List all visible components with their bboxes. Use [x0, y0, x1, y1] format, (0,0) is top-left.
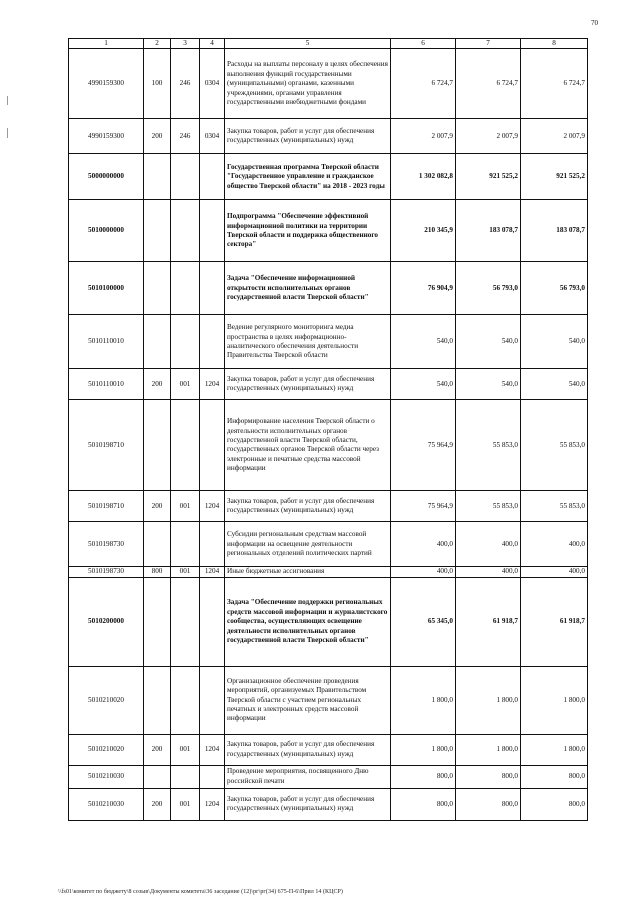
amount-year1-cell: 6 724,7	[391, 49, 456, 119]
amount-year3-cell: 55 853,0	[521, 400, 588, 491]
amount-year1-cell: 75 964,9	[391, 491, 456, 522]
amount-year1-cell: 75 964,9	[391, 400, 456, 491]
budget-table	[68, 38, 588, 821]
amount-year2-cell: 61 918,7	[456, 577, 521, 666]
expense-type-cell: 200	[144, 491, 171, 522]
header-cell: 8	[521, 39, 588, 49]
target-code-cell: 5010210020	[69, 734, 144, 765]
amount-year3-cell: 400,0	[521, 567, 588, 577]
expense-type-cell	[144, 262, 171, 315]
amount-year3-cell: 540,0	[521, 315, 588, 369]
page-number: 70	[591, 19, 598, 27]
target-code-cell: 4990159300	[69, 119, 144, 154]
amount-year2-cell: 56 793,0	[456, 262, 521, 315]
table-row	[69, 765, 588, 788]
section-code-cell	[200, 765, 225, 788]
item-name-cell: Ведение регулярного мониторинга медиа пространства в целях информационно-аналитического обеспечения деятельности Правительства Тверской области	[225, 315, 391, 369]
item-name-cell: Закупка товаров, работ и услуг для обеспечения государственных (муниципальных) нужд	[225, 369, 391, 400]
amount-year1-cell: 800,0	[391, 788, 456, 820]
table-row	[69, 315, 588, 369]
item-name-cell: Государственная программа Тверской области "Государственное управление и гражданское общество Тверской области" на 2018 - 2023 годы	[225, 154, 391, 200]
header-cell: 3	[171, 39, 200, 49]
section-code-cell	[200, 154, 225, 200]
admin-code-cell: 246	[171, 49, 200, 119]
header-row	[69, 39, 588, 49]
table-row	[69, 666, 588, 734]
target-code-cell: 4990159300	[69, 49, 144, 119]
expense-type-cell	[144, 765, 171, 788]
item-name-cell: Субсидии региональным средствам массовой информации на освещение деятельности региональных отделений политических партий	[225, 522, 391, 567]
amount-year3-cell: 55 853,0	[521, 491, 588, 522]
section-code-cell	[200, 577, 225, 666]
amount-year3-cell: 800,0	[521, 788, 588, 820]
amount-year2-cell: 6 724,7	[456, 49, 521, 119]
target-code-cell: 5010110010	[69, 369, 144, 400]
table-row	[69, 369, 588, 400]
expense-type-cell	[144, 400, 171, 491]
amount-year2-cell: 2 007,9	[456, 119, 521, 154]
admin-code-cell: 001	[171, 567, 200, 577]
item-name-cell: Информирование населения Тверской области о деятельности исполнительных органов государственной власти Тверской области, государственных органов Тверской области через электронные и печатные средства массовой информации	[225, 400, 391, 491]
amount-year1-cell: 540,0	[391, 315, 456, 369]
item-name-cell: Закупка товаров, работ и услуг для обеспечения государственных (муниципальных) нужд	[225, 788, 391, 820]
item-name-cell: Закупка товаров, работ и услуг для обеспечения государственных (муниципальных) нужд	[225, 734, 391, 765]
expense-type-cell: 200	[144, 788, 171, 820]
amount-year3-cell: 2 007,9	[521, 119, 588, 154]
amount-year3-cell: 183 078,7	[521, 200, 588, 262]
section-code-cell: 1204	[200, 567, 225, 577]
amount-year2-cell: 183 078,7	[456, 200, 521, 262]
section-code-cell	[200, 666, 225, 734]
admin-code-cell	[171, 577, 200, 666]
expense-type-cell	[144, 577, 171, 666]
amount-year1-cell: 65 345,0	[391, 577, 456, 666]
section-code-cell: 1204	[200, 788, 225, 820]
amount-year1-cell: 1 800,0	[391, 666, 456, 734]
item-name-cell: Проведение мероприятия, посвященного Дню российской печати	[225, 765, 391, 788]
target-code-cell: 5010198710	[69, 491, 144, 522]
item-name-cell: Задача "Обеспечение поддержки региональных средств массовой информации и журналистского сообщества, осуществляющих освещение деятельности исполнительных органов государственной власти Тверской области"	[225, 577, 391, 666]
amount-year2-cell: 1 800,0	[456, 734, 521, 765]
expense-type-cell: 200	[144, 734, 171, 765]
file-path-footer: \\fs01\комитет по бюджету\8 созыв\Документы комитета\36 заседание (12)\рг\рг(34) 675-П-6\Прил 14 (КЦСР)	[58, 889, 343, 895]
margin-mark	[7, 96, 8, 105]
table-row	[69, 788, 588, 820]
amount-year2-cell: 800,0	[456, 765, 521, 788]
table-row	[69, 734, 588, 765]
admin-code-cell	[171, 262, 200, 315]
target-code-cell: 5010110010	[69, 315, 144, 369]
section-code-cell	[200, 262, 225, 315]
header-cell: 5	[225, 39, 391, 49]
expense-type-cell	[144, 315, 171, 369]
admin-code-cell: 001	[171, 734, 200, 765]
target-code-cell: 5000000000	[69, 154, 144, 200]
expense-type-cell: 200	[144, 369, 171, 400]
item-name-cell: Закупка товаров, работ и услуг для обеспечения государственных (муниципальных) нужд	[225, 119, 391, 154]
table-row	[69, 491, 588, 522]
section-code-cell: 0304	[200, 49, 225, 119]
section-code-cell: 0304	[200, 119, 225, 154]
target-code-cell: 5010210030	[69, 765, 144, 788]
amount-year2-cell: 540,0	[456, 315, 521, 369]
target-code-cell: 5010210020	[69, 666, 144, 734]
section-code-cell: 1204	[200, 369, 225, 400]
admin-code-cell	[171, 522, 200, 567]
amount-year3-cell: 800,0	[521, 765, 588, 788]
item-name-cell: Расходы на выплаты персоналу в целях обеспечения выполнения функций государственными (муниципальными) органами, казенными учреждениями, органами управления государственными внебюджетными фондами	[225, 49, 391, 119]
target-code-cell: 5010000000	[69, 200, 144, 262]
section-code-cell	[200, 522, 225, 567]
table-row	[69, 400, 588, 491]
section-code-cell: 1204	[200, 491, 225, 522]
item-name-cell: Подпрограмма "Обеспечение эффективной информационной политики на территории Тверской области и поддержка общественного сектора"	[225, 200, 391, 262]
amount-year2-cell: 55 853,0	[456, 400, 521, 491]
amount-year2-cell: 540,0	[456, 369, 521, 400]
target-code-cell: 5010198710	[69, 400, 144, 491]
section-code-cell: 1204	[200, 734, 225, 765]
expense-type-cell: 200	[144, 119, 171, 154]
expense-type-cell: 100	[144, 49, 171, 119]
target-code-cell: 5010200000	[69, 577, 144, 666]
item-name-cell: Иные бюджетные ассигнования	[225, 567, 391, 577]
amount-year3-cell: 61 918,7	[521, 577, 588, 666]
table-row	[69, 200, 588, 262]
margin-mark	[7, 128, 8, 138]
amount-year2-cell: 400,0	[456, 567, 521, 577]
expense-type-cell	[144, 522, 171, 567]
item-name-cell: Организационное обеспечение проведения мероприятий, организуемых Правительством Тверской области с участием региональных печатных и электронных средств массовой информации	[225, 666, 391, 734]
amount-year1-cell: 2 007,9	[391, 119, 456, 154]
amount-year1-cell: 1 302 082,8	[391, 154, 456, 200]
target-code-cell: 5010198730	[69, 567, 144, 577]
admin-code-cell: 001	[171, 369, 200, 400]
admin-code-cell	[171, 765, 200, 788]
amount-year3-cell: 540,0	[521, 369, 588, 400]
item-name-cell: Закупка товаров, работ и услуг для обеспечения государственных (муниципальных) нужд	[225, 491, 391, 522]
amount-year2-cell: 55 853,0	[456, 491, 521, 522]
amount-year1-cell: 540,0	[391, 369, 456, 400]
header-cell: 4	[200, 39, 225, 49]
amount-year1-cell: 210 345,9	[391, 200, 456, 262]
section-code-cell	[200, 400, 225, 491]
admin-code-cell	[171, 666, 200, 734]
amount-year1-cell: 400,0	[391, 522, 456, 567]
amount-year3-cell: 1 800,0	[521, 666, 588, 734]
amount-year2-cell: 800,0	[456, 788, 521, 820]
table-row	[69, 262, 588, 315]
amount-year1-cell: 1 800,0	[391, 734, 456, 765]
amount-year3-cell: 56 793,0	[521, 262, 588, 315]
expense-type-cell	[144, 154, 171, 200]
table-row	[69, 154, 588, 200]
expense-type-cell: 800	[144, 567, 171, 577]
table-row	[69, 119, 588, 154]
target-code-cell: 5010198730	[69, 522, 144, 567]
amount-year2-cell: 400,0	[456, 522, 521, 567]
header-cell: 1	[69, 39, 144, 49]
admin-code-cell	[171, 200, 200, 262]
amount-year3-cell: 6 724,7	[521, 49, 588, 119]
admin-code-cell: 001	[171, 491, 200, 522]
amount-year1-cell: 76 904,9	[391, 262, 456, 315]
expense-type-cell	[144, 200, 171, 262]
target-code-cell: 5010100000	[69, 262, 144, 315]
table-row	[69, 577, 588, 666]
admin-code-cell	[171, 154, 200, 200]
header-cell: 6	[391, 39, 456, 49]
section-code-cell	[200, 315, 225, 369]
admin-code-cell	[171, 315, 200, 369]
header-cell: 2	[144, 39, 171, 49]
amount-year2-cell: 921 525,2	[456, 154, 521, 200]
admin-code-cell	[171, 400, 200, 491]
section-code-cell	[200, 200, 225, 262]
admin-code-cell: 246	[171, 119, 200, 154]
amount-year3-cell: 400,0	[521, 522, 588, 567]
amount-year3-cell: 921 525,2	[521, 154, 588, 200]
table-row	[69, 522, 588, 567]
expense-type-cell	[144, 666, 171, 734]
admin-code-cell: 001	[171, 788, 200, 820]
target-code-cell: 5010210030	[69, 788, 144, 820]
header-cell: 7	[456, 39, 521, 49]
table-row	[69, 567, 588, 577]
item-name-cell: Задача "Обеспечение информационной открытости исполнительных органов государственной власти Тверской области"	[225, 262, 391, 315]
amount-year1-cell: 800,0	[391, 765, 456, 788]
amount-year1-cell: 400,0	[391, 567, 456, 577]
table-row	[69, 49, 588, 119]
amount-year2-cell: 1 800,0	[456, 666, 521, 734]
amount-year3-cell: 1 800,0	[521, 734, 588, 765]
